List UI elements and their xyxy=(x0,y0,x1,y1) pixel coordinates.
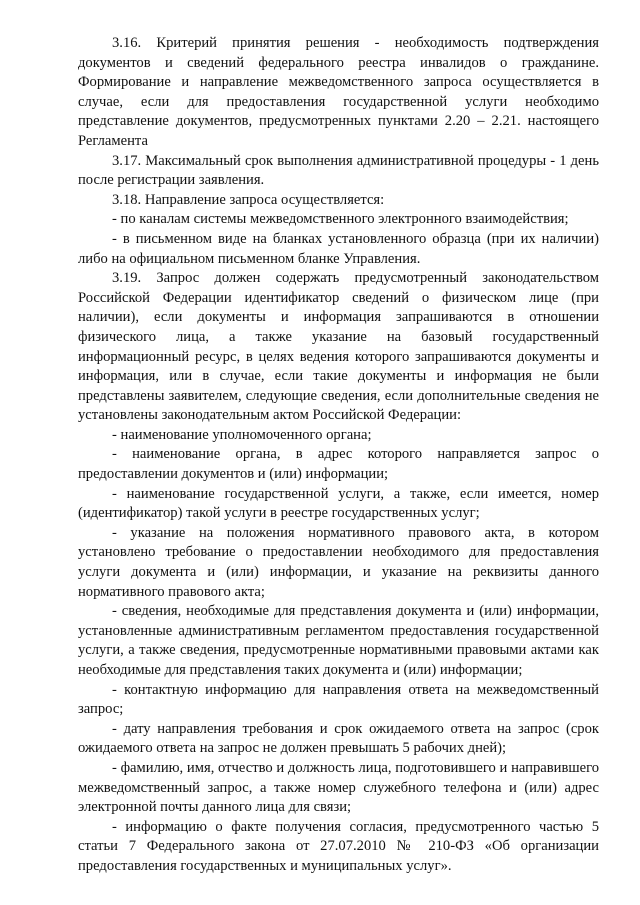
list-item-written-form: - в письменном виде на бланках установленного образца (при их наличии) либо на официальном письменном бланке Управления. xyxy=(78,230,599,267)
list-item-legal-act: - указание на положения нормативного правового акта, в котором установлено требование о предоставлении необходимого для предоставления услуги документа и (или) информации, и указание на реквизиты данного нормативного правового акта; xyxy=(78,524,599,600)
list-item-responsible-person: - фамилию, имя, отчество и должность лица, подготовившего и направившего межведомственный запрос, а также номер служебного телефона и (или) адрес электронной почты данного лица для связи; xyxy=(78,759,599,816)
list-item-required-info: - сведения, необходимые для представления документа и (или) информации, установленные административным регламентом предоставления государственной услуги, а также сведения, предусмотренные нормативными правовыми актами как необходимые для представления таких документа и (или) информации; xyxy=(78,603,599,678)
list-item-service-name: - наименование государственной услуги, а также, если имеется, номер (идентификатор) такой услуги в реестре государственных услуг; xyxy=(78,485,599,522)
paragraph-3-17: 3.17. Максимальный срок выполнения административной процедуры - 1 день после регистрации заявления. xyxy=(78,152,599,189)
list-item-electronic-channels: - по каналам системы межведомственного электронного взаимодействия; xyxy=(112,211,569,228)
list-item-contact-info: - контактную информацию для направления ответа на межведомственный запрос; xyxy=(78,681,599,718)
list-item-consent-info: - информацию о факте получения согласия, предусмотренного частью 5 статьи 7 Федерального закона от 27.07.2010 № 210-ФЗ «Об организации предоставления государственных и муниципальных услуг». xyxy=(78,818,599,874)
list-item-authorized-body: - наименование уполномоченного органа; xyxy=(112,426,372,443)
paragraph-3-16: 3.16. Критерий принятия решения - необходимость подтверждения документов и сведений федерального реестра инвалидов о гражданине. Формирование и направление межведомственного запроса осуществляется в случае, если для предоставления государственной услуги необходимо представление документов, предусмотренных пунктами 2.20 – 2.21. настоящего Регламента xyxy=(78,35,599,149)
paragraph-3-19: 3.19. Запрос должен содержать предусмотренный законодательством Российской Федерации идентификатор сведений о физическом лице (при наличии), если документы и информация запрашиваются в отношении физического лица, а также указание на базовый государственный информационный ресурс, в целях ведения которого запрашиваются документы и информация, или в случае, если такие документы и информация не были представлены заявителем, следующие сведения, если дополнительные сведения не установлены законодательным актом Российской Федерации: xyxy=(78,270,599,424)
list-item-request-date: - дату направления требования и срок ожидаемого ответа на запрос (срок ожидаемого ответа на запрос не должен превышать 5 рабочих дней); xyxy=(78,720,599,757)
document-page xyxy=(78,34,599,877)
paragraph-3-18: 3.18. Направление запроса осуществляется: xyxy=(112,191,385,208)
list-item-recipient-body: - наименование органа, в адрес которого направляется запрос о предоставлении документов и (или) информации; xyxy=(78,446,599,483)
